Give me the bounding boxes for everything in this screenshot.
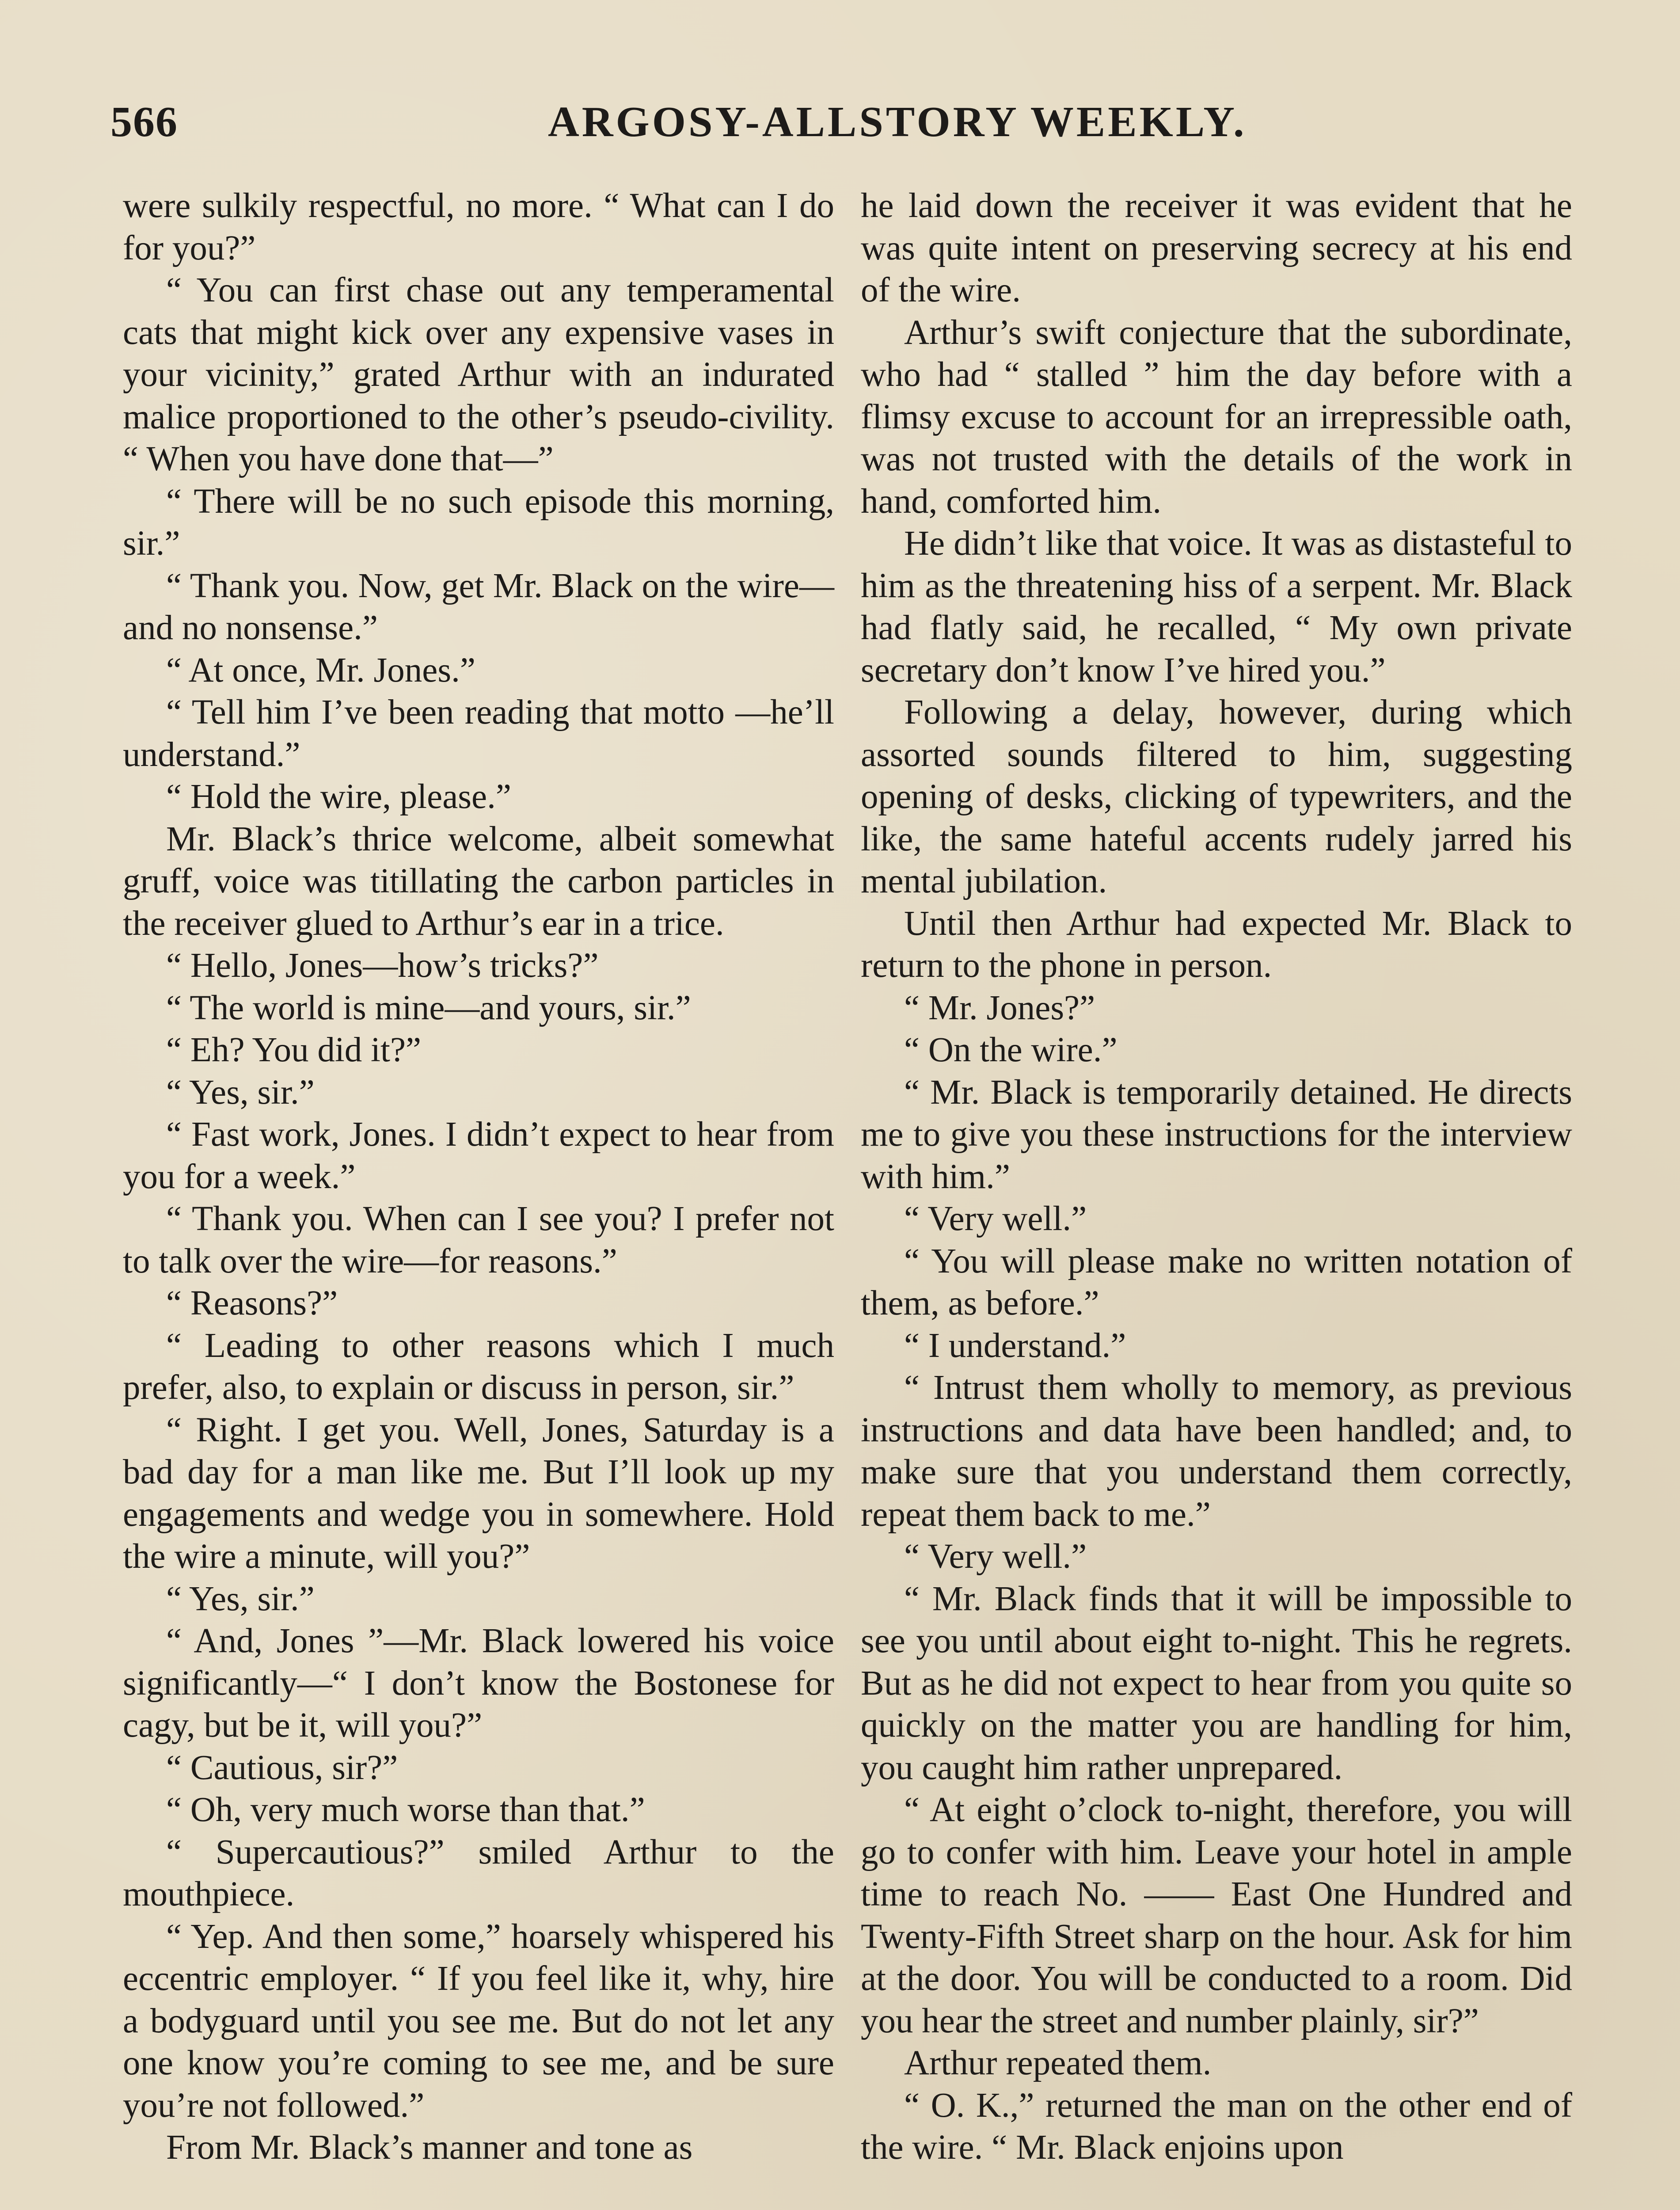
paragraph: “ The world is mine—and yours, sir.”	[166, 988, 691, 1027]
paragraph: Arthur’s swift conjecture that the subordinate, who had “ stalled ” him the day before with a flimsy excuse to account for an irrepressible oath, was not trusted with the details of the work in hand, comforted him.	[861, 313, 1572, 521]
paragraph: “ Thank you. When can I see you? I prefer not to talk over the wire—for reasons.”	[123, 1200, 834, 1280]
paragraph: “ On the wire.”	[904, 1031, 1117, 1069]
running-head-title: ARGOSY-ALLSTORY WEEKLY.	[548, 98, 1247, 146]
paragraph: “ You will please make no written notation of them, as before.”	[861, 1242, 1572, 1322]
paragraph: “ Fast work, Jones. I didn’t expect to hear from you for a week.”	[123, 1115, 834, 1196]
paragraph: “ And, Jones ”—Mr. Black lowered his voice significantly—“ I don’t know the Bostonese for cagy, but be it, will you?”	[123, 1622, 834, 1745]
paragraph: “ Thank you. Now, get Mr. Black on the wire—and no nonsense.”	[123, 566, 834, 647]
paragraph: “ Oh, very much worse than that.”	[166, 1791, 645, 1829]
page-header	[0, 88, 1680, 150]
paragraph: were sulkily respectful, no more. “ What can I do for you?”	[123, 187, 834, 267]
paragraph: “ I understand.”	[904, 1326, 1126, 1365]
paragraph: “ Eh? You did it?”	[166, 1031, 422, 1069]
paragraph: he laid down the receiver it was evident that he was quite intent on preserving secrecy at his end of the wire.	[861, 187, 1572, 309]
paragraph: “ Cautious, sir?”	[166, 1748, 398, 1787]
page-number: 566	[110, 98, 178, 146]
paragraph: “ Hold the wire, please.”	[166, 777, 511, 816]
paragraph: “ Hello, Jones—how’s tricks?”	[166, 946, 599, 985]
paragraph: “ Supercautious?” smiled Arthur to the mouthpiece.	[123, 1833, 834, 1913]
paragraph: “ Yes, sir.”	[166, 1579, 315, 1618]
text-column-right	[861, 185, 1572, 2169]
paragraph: “ Right. I get you. Well, Jones, Saturday is a bad day for a man like me. But I’ll look up my engagements and wedge you in somewhere. Hold the wire a minute, will you?”	[123, 1410, 834, 1576]
paragraph: “ You can first chase out any temperamental cats that might kick over any expensive vases in your vicinity,” grated Arthur with an indurated malice proportioned to the other’s pseudo-civility. “ When you have done that—”	[123, 271, 834, 478]
paragraph: “ At eight o’clock to-night, therefore, you will go to confer with him. Leave your hotel in ample time to reach No. —— East One Hundred and Twenty-Fifth Street sharp on the hour. Ask for him at the door. You will be conducted to a room. Did you hear the street and number plainly, sir?”	[861, 1791, 1572, 2040]
paragraph: “ Intrust them wholly to memory, as previous instructions and data have been handled; and, to make sure that you understand them correctly, repeat them back to me.”	[861, 1368, 1572, 1534]
paragraph: From Mr. Black’s manner and tone as	[166, 2128, 693, 2167]
paragraph: “ Mr. Jones?”	[904, 988, 1095, 1027]
paragraph: “ Mr. Black finds that it will be impossible to see you until about eight to-night. This he regrets. But as he did not expect to hear from you quite so quickly on the matter you are handling for him, you caught him rather unprepared.	[861, 1579, 1572, 1787]
paragraph: “ At once, Mr. Jones.”	[166, 651, 475, 690]
paragraph: “ O. K.,” returned the man on the other end of the wire. “ Mr. Black enjoins upon	[861, 2086, 1572, 2167]
paragraph: “ Yes, sir.”	[166, 1073, 315, 1112]
paragraph: “ There will be no such episode this morning, sir.”	[123, 482, 834, 563]
paragraph: “ Leading to other reasons which I much prefer, also, to explain or discuss in person, sir.”	[123, 1326, 834, 1407]
paragraph: Following a delay, however, during which assorted sounds filtered to him, suggesting opening of desks, clicking of typewriters, and the like, the same hateful accents rudely jarred his mental jubilation.	[861, 693, 1572, 900]
paragraph: “ Yep. And then some,” hoarsely whispered his eccentric employer. “ If you feel like it, why, hire a bodyguard until you see me. But do not let any one know you’re coming to see me, and be sure you’re not followed.”	[123, 1917, 834, 2125]
paragraph: Arthur repeated them.	[904, 2044, 1212, 2082]
paragraph: Until then Arthur had expected Mr. Black to return to the phone in person.	[861, 904, 1572, 985]
paragraph: “ Reasons?”	[166, 1284, 338, 1322]
text-column-left	[123, 185, 834, 2169]
paragraph: He didn’t like that voice. It was as distasteful to him as the threatening hiss of a serpent. Mr. Black had flatly said, he recalled, “ My own private secretary don’t know I’ve hired you.”	[861, 524, 1572, 690]
paragraph: “ Very well.”	[904, 1200, 1087, 1238]
paragraph: “ Mr. Black is temporarily detained. He directs me to give you these instructions for the interview with him.”	[861, 1073, 1572, 1196]
paragraph: Mr. Black’s thrice welcome, albeit somewhat gruff, voice was titillating the carbon particles in the receiver glued to Arthur’s ear in a trice.	[123, 819, 834, 943]
paragraph: “ Very well.”	[904, 1537, 1087, 1576]
paragraph: “ Tell him I’ve been reading that motto —he’ll understand.”	[123, 693, 834, 774]
